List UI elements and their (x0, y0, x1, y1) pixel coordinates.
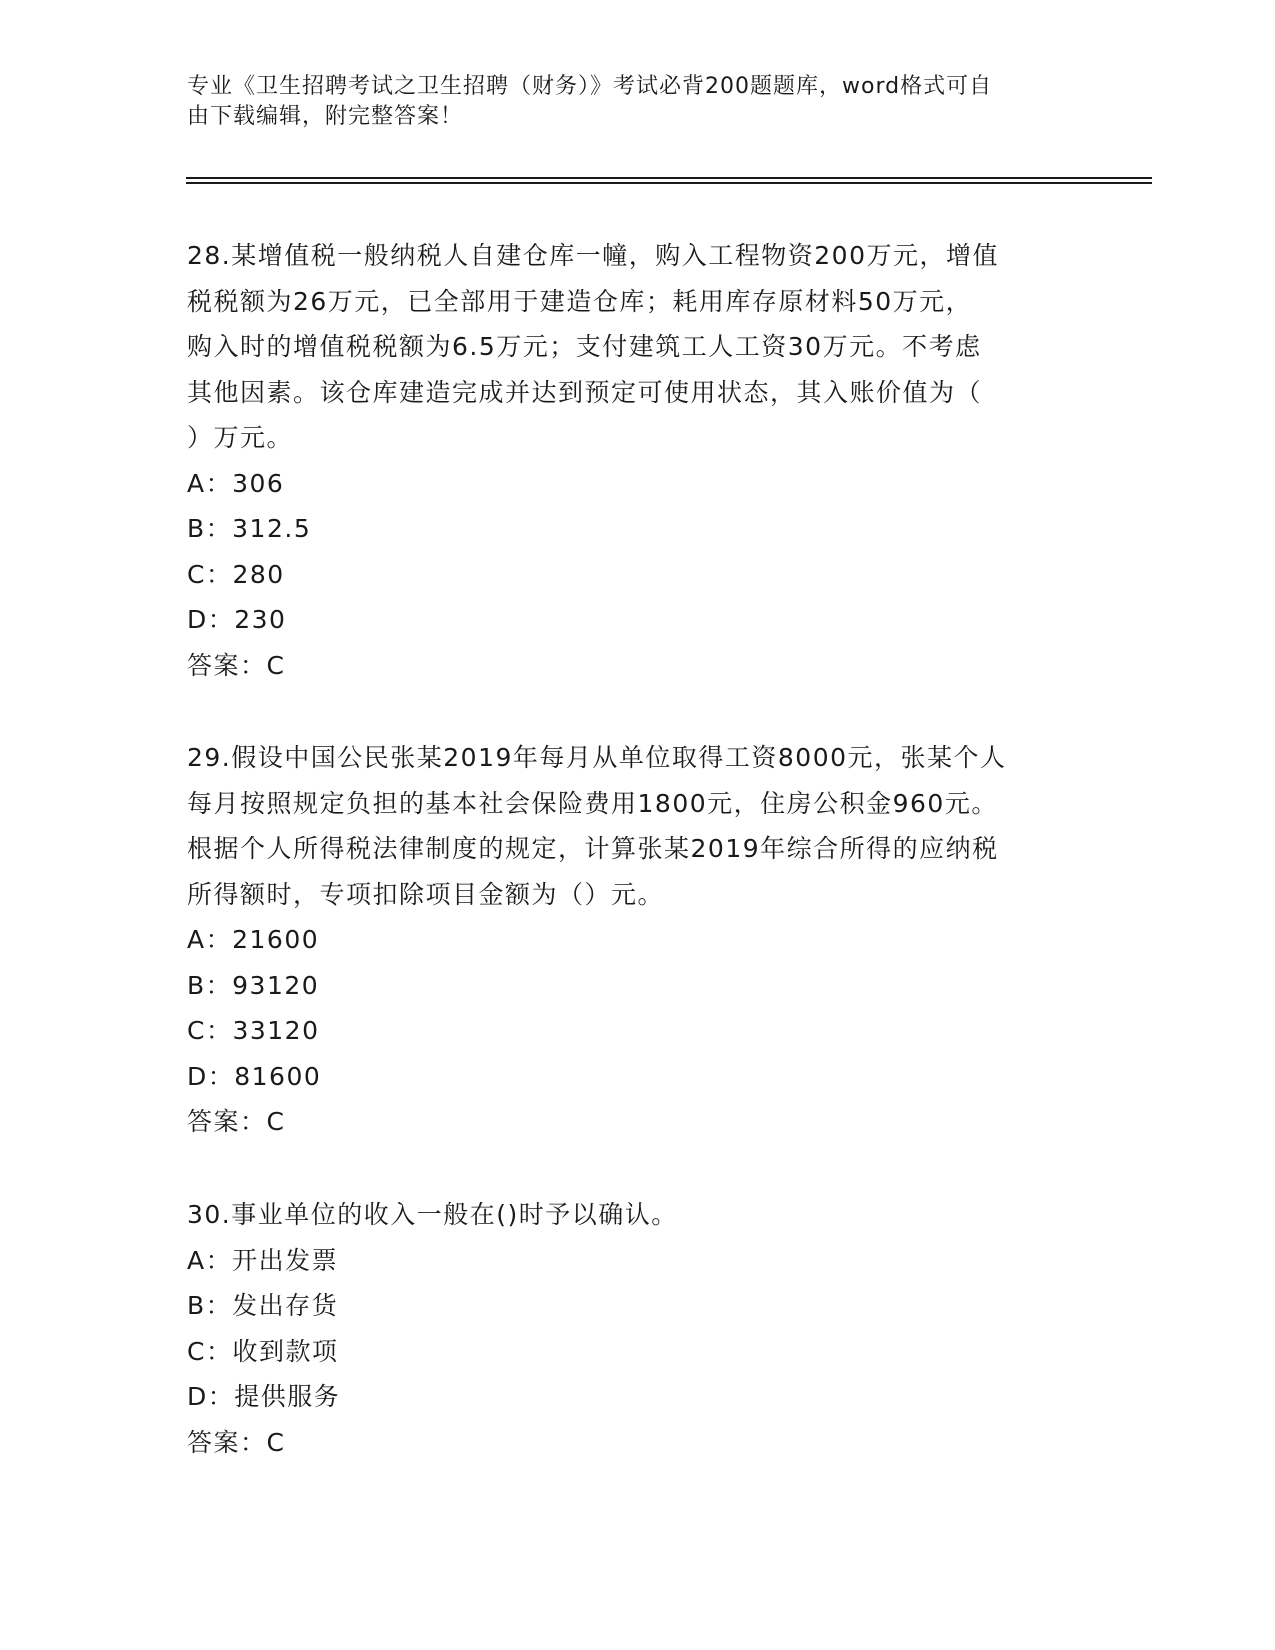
option-b: B：93120 (187, 970, 320, 1000)
question-text-line: 购入时的增值税税额为6.5万元；支付建筑工人工资30万元。不考虑 (187, 332, 982, 361)
question-28 (187, 233, 1067, 688)
header-line-1: 专业《卫生招聘考试之卫生招聘（财务）》考试必背200题题库，word格式可自 (187, 74, 993, 99)
option-d: D：81600 (187, 1061, 322, 1091)
document-header (187, 72, 1087, 132)
question-text-line: ）万元。 (187, 423, 294, 452)
question-text-line: 其他因素。该仓库建造完成并达到预定可使用状态，其入账价值为（ (187, 377, 983, 407)
question-text-line: 根据个人所得税法律制度的规定，计算张某2019年综合所得的应纳税 (187, 834, 999, 863)
question-text-line: 29.假设中国公民张某2019年每月从单位取得工资8000元，张某个人 (187, 743, 1007, 772)
option-d: D：230 (187, 605, 287, 634)
answer-line: 答案：C (187, 1107, 286, 1136)
question-text-line: 税税额为26万元，已全部用于建造仓库；耗用库存原材料50万元， (187, 286, 973, 316)
option-c: C：280 (187, 559, 285, 589)
option-a: A：开出发票 (187, 1245, 339, 1275)
option-c: C：33120 (187, 1016, 320, 1045)
header-line-2: 由下载编辑，附完整答案！ (187, 104, 464, 129)
option-c: C：收到款项 (187, 1336, 339, 1366)
answer-line: 答案：C (187, 650, 286, 680)
option-b: B：312.5 (187, 514, 312, 543)
option-a: A：21600 (187, 925, 320, 954)
question-text-line: 30.事业单位的收入一般在()时予以确认。 (187, 1200, 678, 1229)
option-a: A：306 (187, 468, 285, 498)
question-30 (187, 1192, 1067, 1465)
question-text-line: 28.某增值税一般纳税人自建仓库一幢，购入工程物资200万元，增值 (187, 241, 999, 270)
header-divider-bottom (186, 182, 1152, 184)
question-text-line: 所得额时，专项扣除项目金额为（）元。 (187, 879, 665, 909)
header-divider-top (186, 177, 1152, 179)
option-b: B：发出存货 (187, 1291, 339, 1320)
question-text-line: 每月按照规定负担的基本社会保险费用1800元，住房公积金960元。 (187, 788, 998, 818)
answer-line: 答案：C (187, 1427, 286, 1457)
option-d: D：提供服务 (187, 1382, 341, 1411)
question-29 (187, 735, 1067, 1145)
